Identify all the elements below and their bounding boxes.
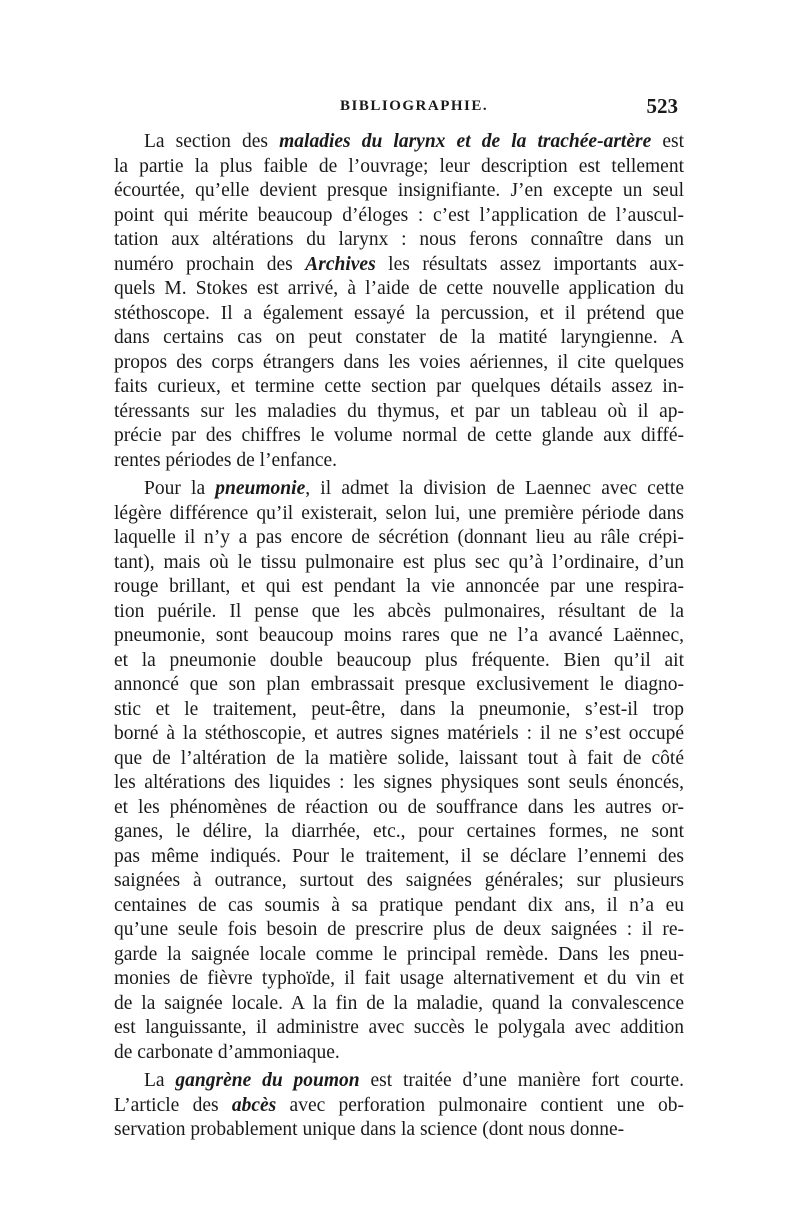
text-segment: pneumonie, sont beaucoup moins rares que ne l’a avancé Laënnec, <box>114 625 684 646</box>
text-segment: monies de fièvre typhoïde, il fait usage alternativement et du vin et <box>114 968 684 989</box>
text-line <box>114 649 684 674</box>
text-segment: écourtée, qu’elle devient presque insignifiante. J’en excepte un seul <box>114 180 684 201</box>
text-segment: est <box>651 131 684 152</box>
text-line <box>114 228 684 253</box>
text-line <box>114 1016 684 1041</box>
text-segment: ganes, le délire, la diarrhée, etc., pour certaines formes, ne sont <box>114 821 684 842</box>
text-line <box>114 477 684 502</box>
text-segment: stéthoscope. Il a également essayé la percussion, et il prétend que <box>114 302 684 324</box>
text-line <box>114 600 684 625</box>
text-segment: rentes périodes de l’enfance. <box>114 449 338 471</box>
text-segment: rouge brillant, et qui est pendant la vie annoncée par une respira- <box>114 576 684 597</box>
italic-term: maladies du larynx et de la trachée-artère <box>279 131 652 152</box>
text-line <box>114 326 684 351</box>
paragraph <box>114 1069 684 1143</box>
text-line <box>114 179 684 204</box>
text-segment: et les phénomènes de réaction ou de souffrance dans les autres or- <box>114 796 684 818</box>
text-segment: garde la saignée locale comme le principal remède. Dans les pneu- <box>114 943 684 965</box>
text-segment: propos des corps étrangers dans les voies aériennes, il cite quelques <box>114 351 684 373</box>
text-segment: faits curieux, et termine cette section par quelques détails assez in- <box>114 376 684 397</box>
text-line <box>114 155 684 180</box>
text-segment: et la pneumonie double beaucoup plus fréquente. Bien qu’il ait <box>114 649 684 671</box>
text-segment: la partie la plus faible de l’ouvrage; leur description est tellement <box>114 155 684 177</box>
text-segment: précie par des chiffres le volume normal de cette glande aux diffé- <box>114 425 684 446</box>
italic-term: pneumonie <box>215 478 306 499</box>
text-segment: laquelle il n’y a pas encore de sécrétion (donnant lieu au râle crépi- <box>114 527 684 548</box>
text-segment: est languissante, il administre avec succès le polygala avec addition <box>114 1017 684 1038</box>
text-segment: téressants sur les maladies du thymus, et par un tableau où il ap- <box>114 400 684 422</box>
running-title: BIBLIOGRAPHIE. <box>340 98 489 114</box>
text-line <box>114 992 684 1017</box>
text-line <box>114 894 684 919</box>
text-segment: borné à la stéthoscopie, et autres signes matériels : il ne s’est occupé <box>114 723 684 744</box>
text-segment: annoncé que son plan embrassait presque exclusivement le diagno- <box>114 674 684 695</box>
text-line <box>114 302 684 327</box>
text-line <box>114 400 684 425</box>
italic-term: abcès <box>231 1094 277 1116</box>
text-line <box>114 796 684 821</box>
text-line <box>114 967 684 992</box>
italic-term: gangrène du poumon <box>175 1070 360 1091</box>
text-segment: pas même indiqués. Pour le traitement, il se déclare l’ennemi des <box>114 845 684 867</box>
text-line <box>114 253 684 278</box>
text-line <box>114 820 684 845</box>
text-line <box>114 449 684 474</box>
text-line <box>114 943 684 968</box>
text-segment: que de l’altération de la matière solide, laissant tout à fait de côté <box>114 747 684 769</box>
text-line <box>114 771 684 796</box>
text-line <box>114 624 684 649</box>
text-line <box>114 575 684 600</box>
text-segment: est traitée d’une manière fort courte. <box>359 1070 684 1091</box>
text-segment: tation aux altérations du larynx : nous ferons connaître dans un <box>114 229 684 250</box>
text-segment: saignées à outrance, surtout des saignées générales; sur plusieurs <box>114 870 684 891</box>
text-line <box>114 204 684 229</box>
text-segment: La section des <box>144 131 280 152</box>
page-header <box>118 94 678 128</box>
text-segment: stic et le traitement, peut-être, dans la pneumonie, s’est-il trop <box>114 698 684 720</box>
text-segment: tion puérile. Il pense que les abcès pulmonaires, résultant de la <box>114 600 684 622</box>
text-segment: de la saignée locale. A la fin de la maladie, quand la convalescence <box>114 992 684 1014</box>
text-line <box>114 1094 684 1119</box>
text-segment: servation probablement unique dans la science (dont nous donne- <box>114 1119 625 1140</box>
text-line <box>114 722 684 747</box>
text-line <box>114 526 684 551</box>
paragraph <box>114 477 684 1065</box>
text-segment: de carbonate d’ammoniaque. <box>114 1041 340 1063</box>
text-segment: , il admet la division de Laennec avec cette <box>305 478 684 499</box>
text-line <box>114 375 684 400</box>
text-segment: Pour la <box>144 478 216 499</box>
text-line <box>114 130 684 155</box>
text-segment: les résultats assez importants aux- <box>375 253 684 275</box>
text-segment: La <box>144 1070 176 1091</box>
text-line <box>114 1041 684 1066</box>
body-text <box>114 130 684 1143</box>
text-line <box>114 1069 684 1094</box>
text-segment: centaines de cas soumis à sa pratique pendant dix ans, il n’a eu <box>114 894 684 916</box>
text-line <box>114 918 684 943</box>
text-line <box>114 424 684 449</box>
text-line <box>114 277 684 302</box>
text-segment: avec perforation pulmonaire contient une ob- <box>276 1094 684 1116</box>
italic-term: Archives <box>305 253 376 275</box>
text-line <box>114 502 684 527</box>
text-line <box>114 351 684 376</box>
text-line <box>114 698 684 723</box>
page-number: 523 <box>646 94 678 118</box>
text-line <box>114 845 684 870</box>
text-segment: dans certains cas on peut constater de la matité laryngienne. A <box>114 327 684 348</box>
text-segment: L’article des <box>114 1094 232 1116</box>
text-segment: point qui mérite beaucoup d’éloges : c’est l’application de l’auscul- <box>114 204 684 226</box>
text-segment: tant), mais où le tissu pulmonaire est plus sec qu’à l’ordinaire, d’un <box>114 551 684 573</box>
text-segment: les altérations des liquides : les signes physiques sont seuls énoncés, <box>114 772 684 793</box>
text-line <box>114 1118 684 1143</box>
text-line <box>114 551 684 576</box>
text-line <box>114 747 684 772</box>
text-segment: numéro prochain des <box>114 253 306 275</box>
text-line <box>114 673 684 698</box>
text-segment: légère différence qu’il existerait, selon lui, une première période dans <box>114 502 684 524</box>
text-segment: quels M. Stokes est arrivé, à l’aide de cette nouvelle application du <box>114 278 684 299</box>
text-line <box>114 869 684 894</box>
text-segment: qu’une seule fois besoin de prescrire plus de deux saignées : il re- <box>114 919 684 940</box>
paragraph <box>114 130 684 473</box>
